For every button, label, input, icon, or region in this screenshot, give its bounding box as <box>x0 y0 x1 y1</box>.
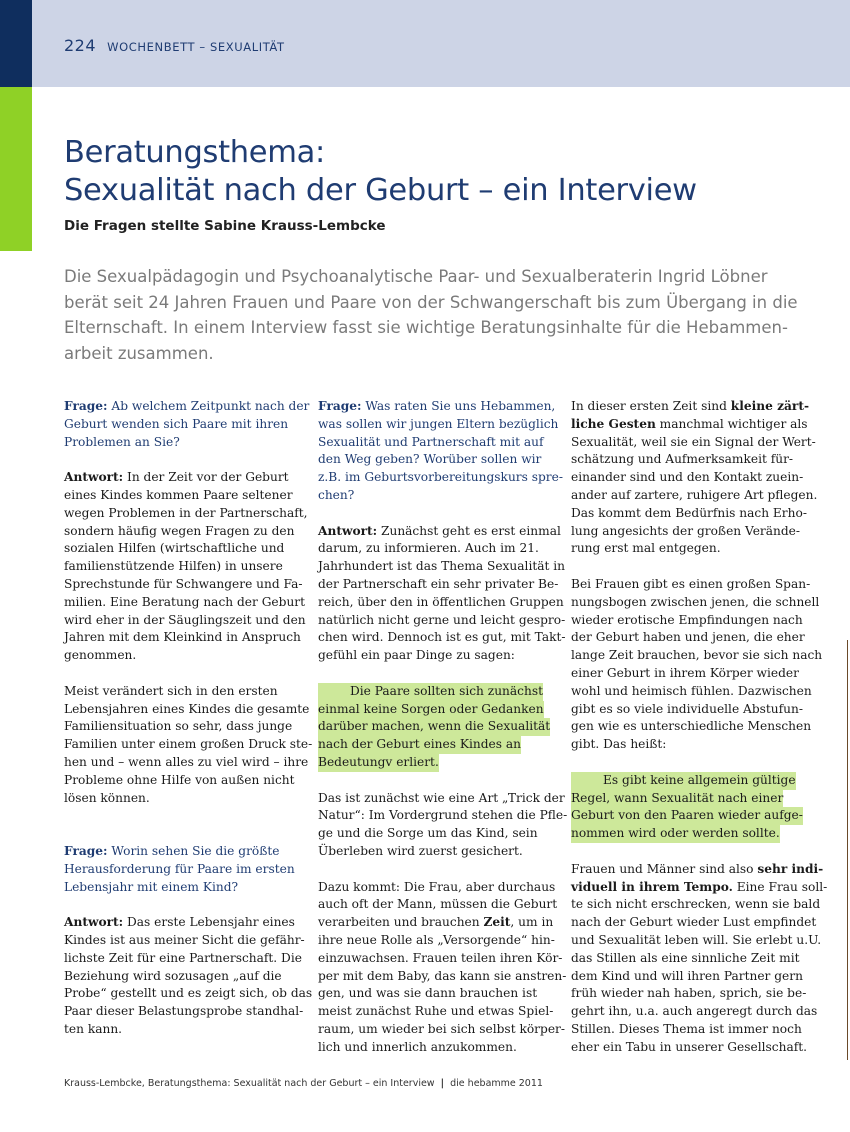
text-line <box>64 469 294 487</box>
lead-paragraph <box>64 264 804 366</box>
text-line: schätzung und Aufmerksamkeit für- <box>571 452 794 467</box>
text-line: ihre neue Rolle als „Versorgende“ hin- <box>318 932 555 947</box>
text-line: Überleben wird zuerst gesichert. <box>318 843 523 858</box>
text-column-1 <box>64 398 313 1039</box>
text-line: den Weg geben? Worüber sollen wir <box>318 452 542 467</box>
text-span: verarbeiten und brauchen <box>318 915 484 930</box>
text-line: Beziehung wird sozusagen „auf die <box>64 968 282 983</box>
question-label: Frage: <box>64 843 108 858</box>
paragraph <box>571 576 823 754</box>
text-line: genommen. <box>64 648 137 663</box>
text-line: lösen können. <box>64 790 150 805</box>
text-line <box>64 843 294 861</box>
text-line: Probleme ohne Hilfe von außen nicht <box>64 772 295 787</box>
text-line <box>571 879 828 897</box>
text-line: Familiensituation so sehr, dass junge <box>64 719 293 734</box>
answer-label: Antwort: <box>64 470 124 485</box>
text-line: reich, über den in öffentlichen Gruppen <box>318 594 564 609</box>
text-line: Paar dieser Belastungsprobe standhal- <box>64 1004 304 1019</box>
text-span: In der Zeit vor der Geburt <box>127 470 289 485</box>
text-line: familienstützende Hilfen) in unsere <box>64 559 283 574</box>
text-line: gehrt ihn, u.a. auch angeregt durch das <box>571 1004 818 1019</box>
text-span: Zunächst geht es erst einmal <box>381 523 561 538</box>
text-line: nach der Geburt wieder Lust empfindet <box>571 915 817 930</box>
page-footer <box>64 1078 543 1089</box>
text-line: sondern häufig wegen Fragen zu den <box>64 523 295 538</box>
lead-line: Elternschaft. In einem Interview fasst sie wichtige Beratungsinhalte für die Hebammen- <box>64 318 788 337</box>
bold-text: kleine zärt- <box>730 399 810 413</box>
text-line: Regel, wann Sexualität nach einer <box>571 790 783 808</box>
text-line: Lebensjahren eines Kindes die gesamte <box>64 701 310 716</box>
highlighted-quote <box>571 772 801 843</box>
text-span: , um in <box>510 915 554 930</box>
text-line: Familien unter einem großen Druck ste- <box>64 737 313 752</box>
text-span: In dieser ersten Zeit sind <box>571 399 731 413</box>
text-line: Sprechstunde für Schwangere und Fa- <box>64 576 303 591</box>
text-line: sozialen Hilfen (wirtschaftliche und <box>64 541 285 556</box>
text-line: Sexualität, weil sie ein Signal der Wert- <box>571 434 816 449</box>
text-line: Lebensjahr mit einem Kind? <box>64 879 239 894</box>
text-column-2 <box>318 398 568 1056</box>
text-line: früh wieder nah haben, sprich, sie be- <box>571 986 807 1001</box>
text-line: auch oft der Mann, müssen die Geburt <box>318 897 558 912</box>
lead-line: Die Sexualpädagogin und Psychoanalytische Paar- und Sexualberaterin Ingrid Löbner <box>64 267 768 286</box>
text-line: chen wird. Dennoch ist es gut, mit Takt- <box>318 630 566 645</box>
text-line: per mit dem Baby, das kann sie anstren- <box>318 968 567 983</box>
text-line <box>571 861 824 879</box>
paragraph <box>64 683 313 808</box>
text-line: Es gibt keine allgemein gültige <box>571 772 796 790</box>
text-line: Sexualität und Partnerschaft mit auf <box>318 434 544 449</box>
text-line <box>64 914 294 932</box>
text-line: lich und innerlich anzukommen. <box>318 1039 517 1054</box>
text-line: gen wie es unterschiedliche Menschen <box>571 719 812 734</box>
text-line: nungsbogen zwischen jenen, die schnell <box>571 594 820 609</box>
lead-line: berät seit 24 Jahren Frauen und Paare von der Schwangerschaft bis zum Übergang in die <box>64 292 798 312</box>
text-span: Was raten Sie uns Hebammen, <box>365 399 556 413</box>
text-line: Geburt von den Paaren wieder aufge- <box>571 807 803 825</box>
text-line: Jahren mit dem Kleinkind in Anspruch <box>64 630 301 645</box>
text-span: manchmal wichtiger als <box>655 416 808 431</box>
bold-text: viduell in ihrem Tempo. <box>571 879 733 894</box>
text-line: ander auf zartere, ruhigere Art pflegen. <box>571 487 818 502</box>
answer-1 <box>64 469 308 665</box>
text-line: Problemen an Sie? <box>64 434 180 449</box>
text-line: einer Geburt in ihrem Körper wieder <box>571 665 799 680</box>
bold-text: sehr indi- <box>757 861 824 876</box>
text-line: einzuwachsen. Frauen teilen ihren Kör- <box>318 950 563 965</box>
text-line: Geburt wenden sich Paare mit ihren <box>64 416 289 431</box>
text-line: lung angesichts der großen Verände- <box>571 523 800 538</box>
text-line: Das ist zunächst wie eine Art „Trick der <box>318 790 565 805</box>
header-accent-block <box>0 0 32 87</box>
text-line: chen? <box>318 487 355 502</box>
byline: Die Fragen stellte Sabine Krauss-Lembcke <box>64 218 386 234</box>
text-line: Dazu kommt: Die Frau, aber durchaus <box>318 879 556 894</box>
text-span: Worin sehen Sie die größte <box>111 843 280 858</box>
highlighted-quote <box>318 683 551 772</box>
text-line: Stillen. Dieses Thema ist immer noch <box>571 1021 802 1036</box>
text-line <box>318 523 561 541</box>
text-line: lichste Zeit für eine Partnerschaft. Die <box>64 950 302 965</box>
text-span: Frauen und Männer sind also <box>571 861 758 876</box>
text-line: Bedeutungv erliert. <box>318 754 439 772</box>
text-line: Die Paare sollten sich zunächst <box>318 683 543 701</box>
paragraph <box>318 790 568 861</box>
title-line-1: Beratungsthema: <box>64 135 326 170</box>
text-line: lange Zeit brauchen, bevor sie sich nach <box>571 648 823 663</box>
text-line: Natur“: Im Vordergrund stehen die Pfle- <box>318 808 568 823</box>
footer-separator: | <box>440 1078 445 1089</box>
lead-line: arbeit zusammen. <box>64 343 214 363</box>
text-line: wegen Problemen in der Partnerschaft, <box>64 505 308 520</box>
footer-journal: die hebamme 2011 <box>450 1078 543 1089</box>
text-line: natürlich nicht gerne und leicht gespro- <box>318 612 566 627</box>
text-line: te sich nicht erschrecken, wenn sie bald <box>571 897 821 912</box>
text-line: ten kann. <box>64 1021 123 1036</box>
text-line: wohl und heimisch fühlen. Dazwischen <box>571 683 812 698</box>
text-line <box>318 914 554 932</box>
text-line: Bei Frauen gibt es einen großen Span- <box>571 576 811 591</box>
text-line: der Geburt haben und jenen, die eher <box>571 630 805 645</box>
footer-citation: Krauss-Lembcke, Beratungsthema: Sexualität nach der Geburt – ein Interview <box>64 1078 435 1089</box>
question-1 <box>64 398 310 451</box>
text-line: Meist verändert sich in den ersten <box>64 683 278 698</box>
text-line: das Stillen als eine sinnliche Zeit mit <box>571 950 800 965</box>
text-line: Kindes ist aus meiner Sicht die gefähr- <box>64 932 305 947</box>
bold-text: liche Gesten <box>571 416 656 431</box>
text-line: ge und die Sorge um das Kind, sein <box>318 826 538 841</box>
text-span: Ab welchem Zeitpunkt nach der <box>111 399 310 413</box>
question-2 <box>64 843 294 896</box>
text-line: dem Kind und will ihren Partner gern <box>571 968 803 983</box>
text-line <box>64 398 310 416</box>
text-line: Jahrhundert ist das Thema Sexualität in <box>318 559 566 574</box>
text-column-3 <box>571 398 828 1056</box>
text-line: der Partnerschaft ein sehr privater Be- <box>318 576 559 591</box>
section-title: WOCHENBETT – SEXUALITÄT <box>107 40 285 54</box>
text-line: raum, um wieder bei sich selbst körper- <box>318 1021 565 1036</box>
text-line: und Sexualität leben will. Sie erlebt u.U. <box>571 932 822 947</box>
text-line: meist zunächst Ruhe und etwas Spiel- <box>318 1004 554 1019</box>
text-line: gibt es so viele individuelle Abstufun- <box>571 701 803 716</box>
bold-text: Zeit <box>483 915 511 930</box>
text-line: Das kommt dem Bedürfnis nach Erho- <box>571 505 807 520</box>
text-span: Das erste Lebensjahr eines <box>127 915 295 930</box>
page-number: 224 <box>64 36 97 55</box>
paragraph <box>318 879 567 1057</box>
text-line: nommen wird oder werden sollte. <box>571 825 780 843</box>
text-line: z.B. im Geburtsvorbereitungskurs spre- <box>318 470 563 485</box>
text-line <box>318 398 556 416</box>
text-line: darüber machen, wenn die Sexualität <box>318 718 550 736</box>
text-line <box>571 416 808 434</box>
text-line: eines Kindes kommen Paare seltener <box>64 487 293 502</box>
article-title <box>64 134 824 210</box>
question-3 <box>318 398 563 505</box>
text-line: wird eher in der Säuglingszeit und den <box>64 612 306 627</box>
text-line: was sollen wir jungen Eltern bezüglich <box>318 416 559 431</box>
title-line-2: Sexualität nach der Geburt – ein Interview <box>64 173 697 208</box>
page-edge-line <box>847 640 848 1060</box>
answer-label: Antwort: <box>318 523 378 538</box>
text-line: gen, und was sie dann brauchen ist <box>318 986 538 1001</box>
text-line: rung erst mal entgegen. <box>571 541 721 556</box>
question-label: Frage: <box>64 399 108 413</box>
text-line: eher ein Tabu in unserer Gesellschaft. <box>571 1039 807 1054</box>
answer-2 <box>64 914 313 1039</box>
answer-3 <box>318 523 566 665</box>
paragraph <box>571 861 828 1057</box>
text-span: Eine Frau soll- <box>732 879 828 894</box>
text-line: Probe“ gestellt und es zeigt sich, ob das <box>64 986 313 1001</box>
text-line: darum, zu informieren. Auch im 21. <box>318 541 539 556</box>
side-accent-bar <box>0 87 32 251</box>
text-line: gefühl ein paar Dinge zu sagen: <box>318 648 515 663</box>
question-label: Frage: <box>318 399 362 413</box>
text-line: einander sind und den Kontakt zuein- <box>571 470 804 485</box>
text-line: Herausforderung für Paare im ersten <box>64 861 295 876</box>
running-head <box>64 36 285 55</box>
answer-label: Antwort: <box>64 915 124 930</box>
text-line: nach der Geburt eines Kindes an <box>318 736 521 754</box>
text-line: wieder erotische Empfindungen nach <box>571 612 803 627</box>
text-line: einmal keine Sorgen oder Gedanken <box>318 701 544 719</box>
text-line: hen und – wenn alles zu viel wird – ihre <box>64 754 309 769</box>
text-line: milien. Eine Beratung nach der Geburt <box>64 594 306 609</box>
text-line <box>571 398 810 416</box>
paragraph <box>571 398 818 558</box>
text-line: gibt. Das heißt: <box>571 737 667 752</box>
